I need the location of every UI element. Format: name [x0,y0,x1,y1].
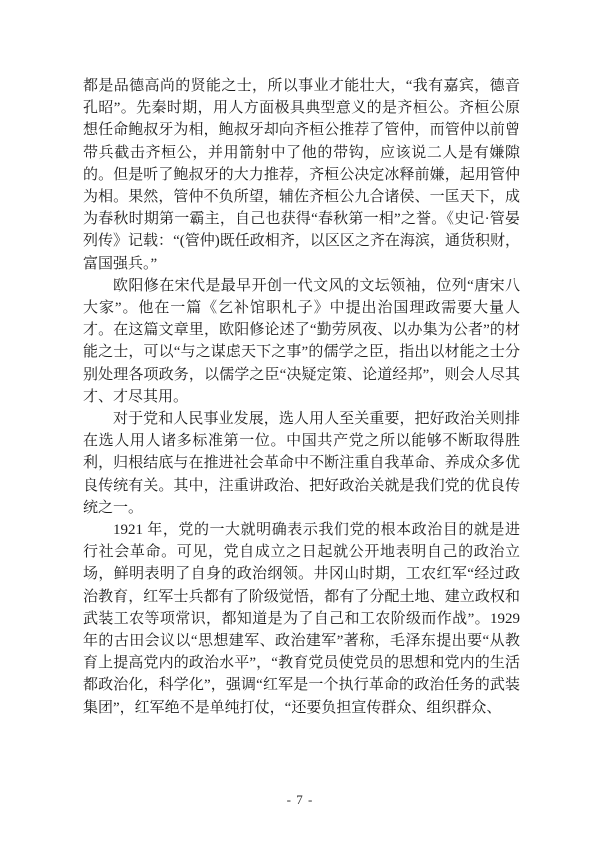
paragraph: 都是品德高尚的贤能之士，所以事业才能壮大，“我有嘉宾，德音孔昭”。先秦时期，用人方面极具典型意义的是齐桓公。齐桓公原想任命鲍叔牙为相，鲍叔牙却向齐桓公推荐了管仲，而管仲以前曾带兵截击齐桓公，并用箭射中了他的带钩，应该说二人是有嫌隙的。但是听了鲍叔牙的大力推荐，齐桓公决定冰释前嫌，起用管仲为相。果然，管仲不负所望，辅佐齐桓公九合诸侯、一匡天下，成为春秋时期第一霸主，自己也获得“春秋第一相”之誉。《史记·管晏列传》记载：“(管仲)既任政相齐，以区区之齐在海滨，通货积财，富国强兵。” [83,78,520,272]
paragraph: 1921 年，党的一大就明确表示我们党的根本政治目的就是进行社会革命。可见，党自成立之日起就公开地表明自己的政治立场，鲜明表明了自身的政治纲领。井冈山时期，工农红军“经过政治教育，红军士兵都有了阶级觉悟，都有了分配土地、建立政权和武装工农等项常识，都知道是为了自己和工农阶级而作战”。1929 年的古田会议以“思想建军、政治建军”著称，毛泽东提出要“从教育上提高党内的政治水平”，“教育党员使党员的思想和党内的生活都政治化，科学化”，强调“红军是一个执行革命的政治任务的武装集团”，红军绝不是单纯打仗，“还要负担宣传群众、组织群众、 [83,522,520,716]
paragraph: 对于党和人民事业发展，选人用人至关重要，把好政治关则排在选人用人诸多标准第一位。中国共产党之所以能够不断取得胜利，归根结底与在推进社会革命中不断注重自我革命、养成众多优良传统有关。其中，注重讲政治、把好政治关就是我们党的优良传统之一。 [83,411,520,516]
page-footer [0,791,600,809]
page-body [83,75,520,719]
page-number: - 7 - [286,792,314,807]
paragraph: 欧阳修在宋代是最早开创一代文风的文坛领袖，位列“唐宋八大家”。他在一篇《乞补馆职札子》中提出治国理政需要大量人才。在这篇文章里，欧阳修论述了“勤劳夙夜、以办集为公者”的材能之士，可以“与之谋虑天下之事”的儒学之臣，指出以材能之士分别处理各项政务，以儒学之臣“决疑定策、论道经邦”，则会人尽其才、才尽其用。 [83,277,520,405]
